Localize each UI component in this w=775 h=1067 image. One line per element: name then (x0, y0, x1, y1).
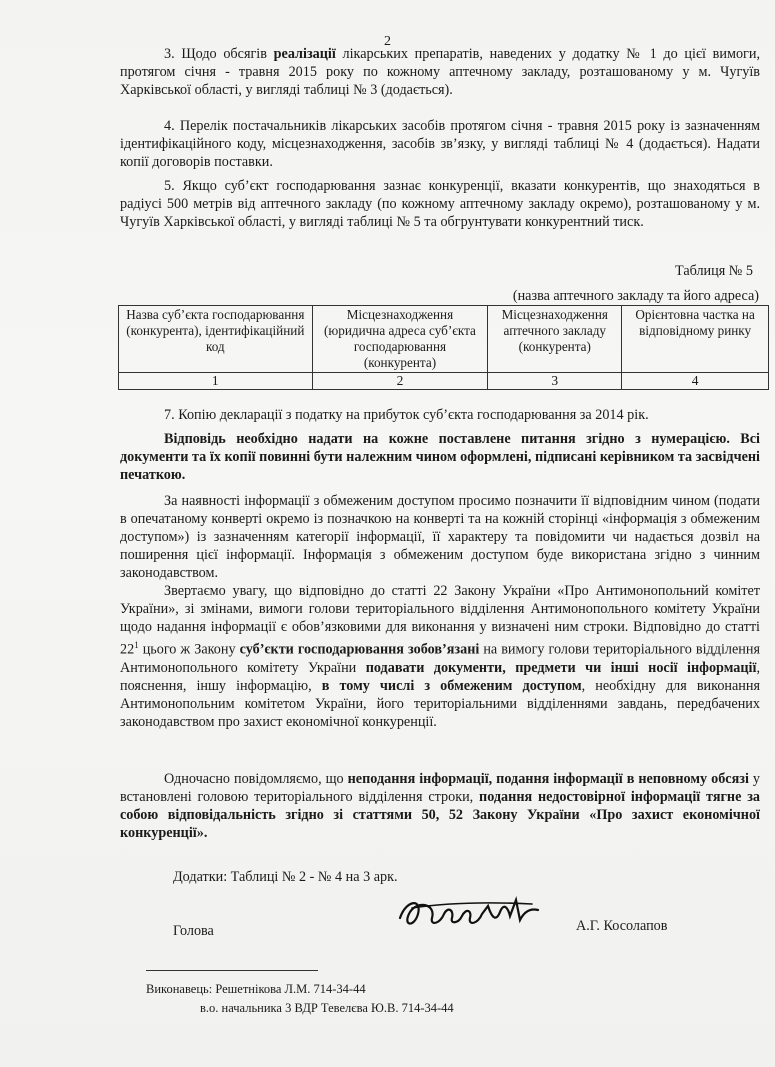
signatory-name: А.Г. Косолапов (576, 918, 668, 934)
attention-bold-2: подавати документи, предмети чи інші носії інформації (365, 659, 757, 676)
handwritten-signature (392, 888, 542, 938)
table-number-row (119, 373, 769, 390)
notice-text-1: Одночасно повідомляємо, що (164, 771, 348, 787)
notice-text-2: у встановлені головою територіального відділення строки, (120, 771, 760, 805)
attention-text-1: Звертаємо увагу, що відповідно до статті 22 Закону України «Про Антимонопольний комітет України», зі змінами, вимоги голови територіального відділення Антимонопольного комітету України щодо надання інформації є обов’язковими для виконання у визначені ним строки. Відповідно до статті 22 (120, 583, 760, 658)
table-subcaption: (назва аптечного закладу та його адреса) (512, 288, 759, 304)
attention-text-2: цього ж Закону (138, 641, 240, 658)
signatory-position: Голова (173, 923, 214, 939)
attention-bold-1: суб’єкти господарювання зобов’язані (239, 641, 480, 658)
answer-note: Відповідь необхідно надати на кожне поставлене питання згідно з нумерацією. Всі документи та їх копії повинні бути належним чином оформлені, підписані керівником та засвідчені печаткою. (120, 431, 760, 483)
item-7: 7. Копію декларації з податку на прибуток суб’єкта господарювання за 2014 рік. (164, 407, 649, 423)
attachments-line: Додатки: Таблиці № 2 - № 4 на 3 арк. (173, 869, 398, 885)
attention-text-5: , необхідну для виконання Антимонопольним комітетом України, його територіальними відділеннями завдань, передбачених законодавством про захист економічної конкуренції. (120, 677, 761, 730)
footer-executor: Виконавець: Решетнікова Л.М. 714-34-44 (146, 982, 366, 996)
item-5: 5. Якщо суб’єкт господарювання зазнає конкуренції, вказати конкурентів, що знаходяться в радіусі 500 метрів від аптечного закладу (по кожному аптечному закладу окремо), розташованому у м. Чугуїв Харківської області, у вигляді таблиці № 5 та обгрунтувати конкурентний тиск. (120, 178, 760, 230)
restricted-info-paragraph: За наявності інформації з обмеженим доступом просимо позначити її відповідним чином (подати в опечатаному конверті окремо із позначкою на конверті та на кожній сторінці «інформація з обмеженим доступом») із зазначенням категорії інформації, її характеру та повідомити чи надається дозвіл на поширення цієї інформації. Інформація з обмеженим доступом буде використана згідно з чинним законодавством. (120, 493, 760, 581)
item-3-text-b: лікарських препаратів, наведених у додатку № 1 до цієї вимоги, протягом січня - травня 2015 року по кожному аптечному закладу, розташованому у м. Чугуїв Харківської області, у вигляді таблиці № 3 (додається). (120, 46, 761, 98)
footer-acting-head: в.о. начальника 3 ВДР Тевелєва Ю.В. 714-34-44 (200, 1001, 454, 1015)
table-header-cell: Місцезнаходження (юридична адреса суб’єкта господарювання (конкурента) (312, 306, 488, 373)
notice-bold-2: подання недостовірної інформації тягне за собою відповідальність згідно зі статтями 50, 52 Закону України «Про захист економічної конкуренції». (120, 789, 760, 841)
attention-superscript: 1 (134, 640, 139, 650)
table-number-cell: 1 (119, 373, 313, 390)
page-number: 2 (384, 34, 391, 49)
item-3-bold: реалізації (273, 46, 336, 62)
table-caption: Таблиця № 5 (675, 263, 753, 279)
item-3 (120, 45, 760, 99)
footer-divider (146, 970, 318, 971)
table-header-cell: Назва суб’єкта господарювання (конкурента), ідентифікаційний код (119, 306, 313, 373)
attention-text-4: , пояснення, іншу інформацію, (120, 659, 760, 694)
table-number-cell: 3 (488, 373, 622, 390)
table-header-cell: Місцезнаходження аптечного закладу (конкурента) (488, 306, 622, 373)
table-number-cell: 4 (622, 373, 769, 390)
table-header-cell: Орієнтовна частка на відповідному ринку (622, 306, 769, 373)
notice-paragraph (120, 770, 760, 842)
item-3-text-a: 3. Щодо обсягів (164, 46, 274, 62)
attention-bold-3: в тому числі з обмеженим доступом (321, 677, 582, 694)
notice-bold-1: неподання інформації, подання інформації в неповному обсязі (347, 771, 749, 787)
attention-paragraph (120, 582, 760, 731)
table-header-row (119, 306, 769, 373)
attention-text-3: на вимогу голови територіального відділення Антимонопольного комітету України (120, 641, 760, 676)
table-5 (118, 305, 769, 390)
table-number-cell: 2 (312, 373, 488, 390)
item-4: 4. Перелік постачальників лікарських засобів протягом січня - травня 2015 року із зазначенням ідентифікаційного коду, місцезнаходження, засобів зв’язку, у вигляді таблиці № 4 (додається). Надати копії договорів поставки. (120, 118, 760, 170)
